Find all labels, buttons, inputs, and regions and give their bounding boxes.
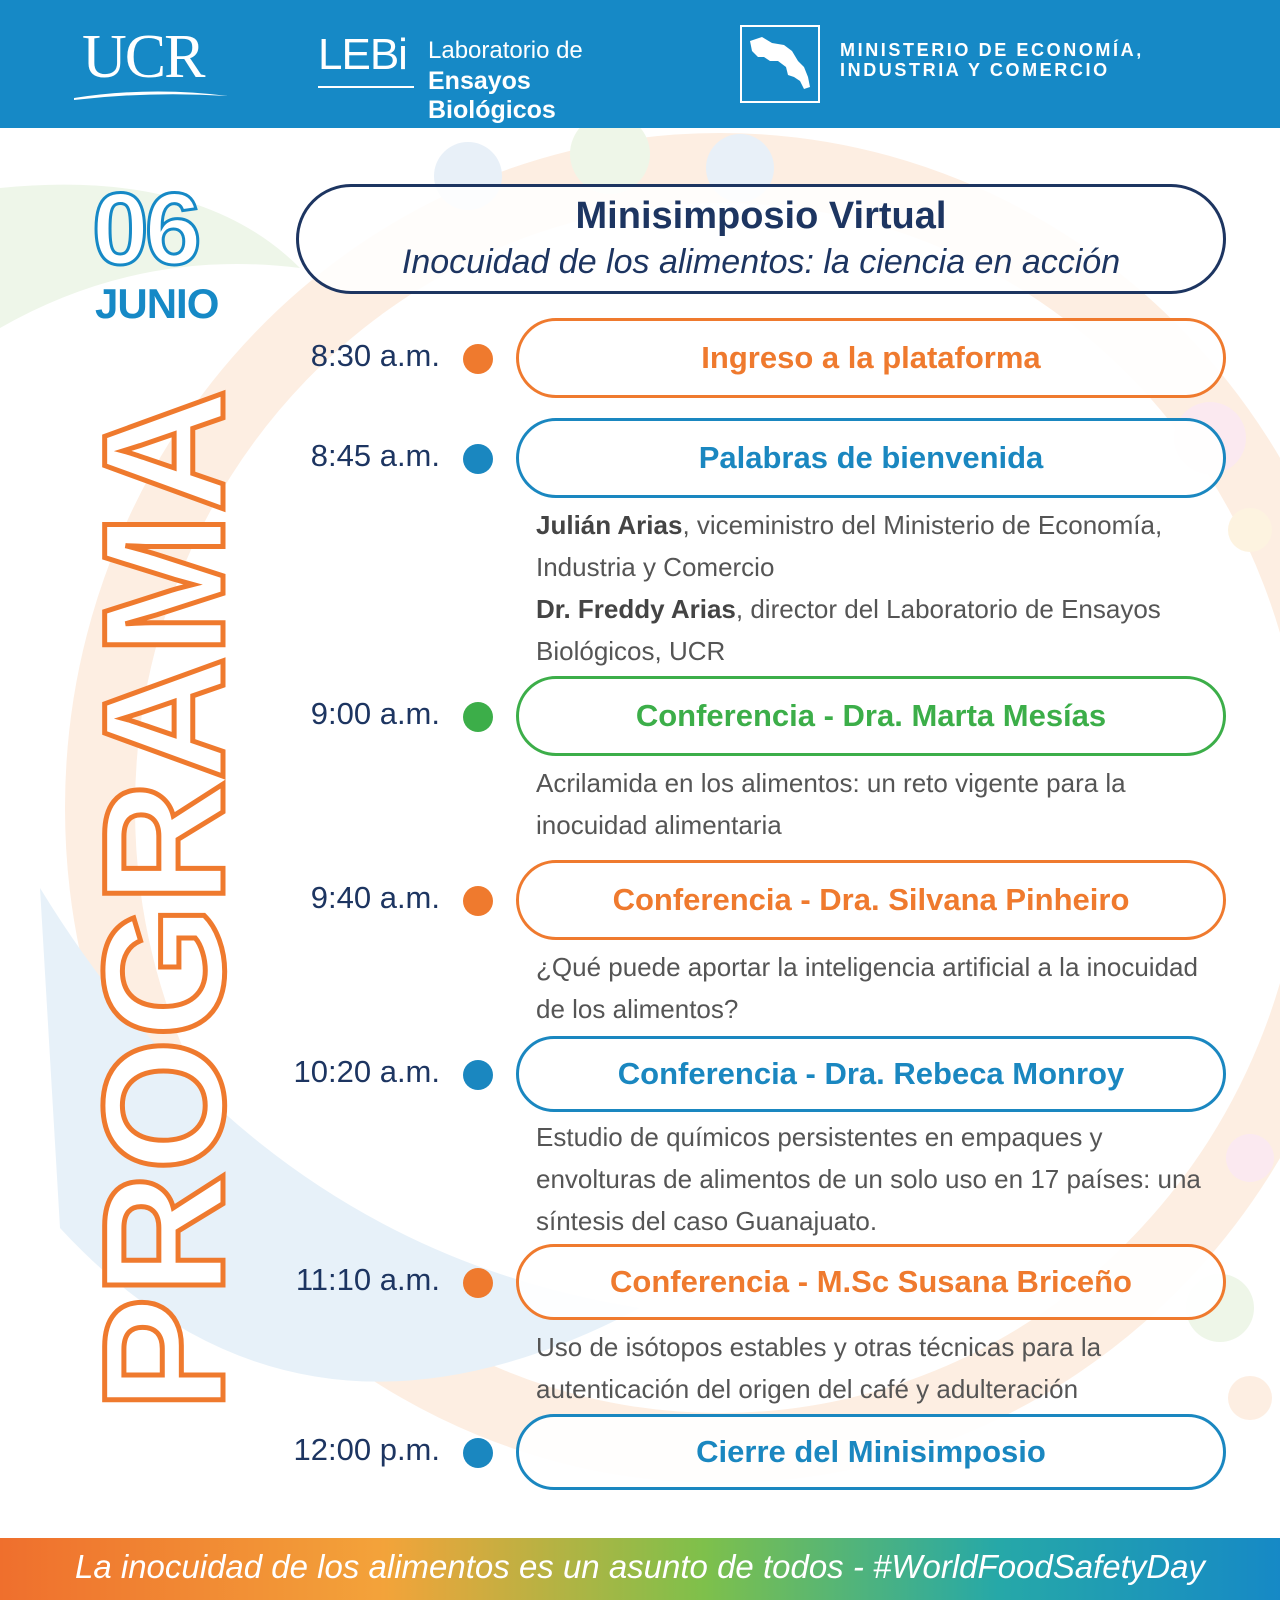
schedule-time: 10:20 a.m. — [293, 1054, 440, 1089]
event-month: JUNIO — [95, 280, 219, 327]
timeline-dot — [463, 344, 493, 374]
lebi-logo-line1: Laboratorio de — [428, 37, 583, 64]
schedule-time: 9:40 a.m. — [310, 880, 440, 915]
schedule-time: 12:00 p.m. — [293, 1432, 440, 1467]
costa-rica-map-icon — [740, 25, 820, 103]
event-subtitle: Inocuidad de los alimentos: la ciencia en acción — [401, 243, 1121, 281]
timeline-dot — [463, 1438, 493, 1468]
event-title-box — [296, 184, 1226, 294]
ucr-logo — [74, 22, 228, 100]
meic-line1: MINISTERIO DE ECONOMÍA, — [840, 40, 1144, 60]
timeline-dot — [463, 702, 493, 732]
schedule-time: 8:30 a.m. — [310, 338, 440, 373]
lebi-logo-underline — [318, 86, 414, 88]
schedule-item-title: Conferencia - M.Sc Susana Briceño — [516, 1244, 1226, 1320]
ucr-logo-text: UCR — [82, 23, 204, 91]
timeline-dot — [463, 1060, 493, 1090]
speaker-role: , viceministro del Ministerio de Economía, Industria y Comercio — [536, 510, 1163, 582]
schedule-time: 9:00 a.m. — [310, 696, 440, 731]
schedule-item-title: Ingreso a la plataforma — [516, 318, 1226, 398]
speaker-name: Dr. Freddy Arias — [536, 594, 736, 624]
schedule-item-description: Estudio de químicos persistentes en empaques y envolturas de alimentos de un solo uso en 17 países: una síntesis del caso Guanajuato. — [536, 1122, 1201, 1236]
timeline-dot — [463, 1268, 493, 1298]
event-title: Minisimposio Virtual — [575, 195, 947, 237]
timeline-dot — [463, 444, 493, 474]
timeline-dot — [463, 886, 493, 916]
footer-slogan: La inocuidad de los alimentos es un asunto de todos - #WorldFoodSafetyDay — [74, 1548, 1205, 1585]
lebi-logo — [318, 30, 658, 124]
event-day: 06 — [92, 172, 198, 286]
schedule-time: 8:45 a.m. — [310, 438, 440, 473]
schedule-item-title: Palabras de bienvenida — [516, 418, 1226, 498]
speaker-role: , director del Laboratorio de Ensayos Biológicos, UCR — [536, 594, 1161, 666]
speaker-entry — [536, 588, 1216, 672]
lebi-logo-mark: LEBi — [318, 30, 407, 79]
schedule-item-title: Conferencia - Dra. Marta Mesías — [516, 676, 1226, 756]
schedule-item-title: Conferencia - Dra. Silvana Pinheiro — [516, 860, 1226, 940]
ucr-swoosh-icon — [74, 86, 228, 102]
schedule-item-description: ¿Qué puede aportar la inteligencia artificial a la inocuidad de los alimentos? — [536, 952, 1198, 1024]
schedule-item-description: Uso de isótopos estables y otras técnicas para la autenticación del origen del café y adulteración — [536, 1332, 1102, 1404]
schedule-item-title: Conferencia - Dra. Rebeca Monroy — [516, 1036, 1226, 1112]
speaker-name: Julián Arias — [536, 510, 683, 540]
bg-dot — [1228, 1376, 1272, 1420]
lebi-logo-line2: Ensayos Biológicos — [428, 67, 556, 124]
schedule-item-title: Cierre del Minisimposio — [516, 1414, 1226, 1490]
schedule-item-description: Acrilamida en los alimentos: un reto vigente para la inocuidad alimentaria — [536, 768, 1126, 840]
speakers-list — [536, 504, 1216, 672]
bg-dot — [1226, 1134, 1274, 1182]
meic-line2: INDUSTRIA Y COMERCIO — [840, 60, 1110, 80]
header-bar — [0, 0, 1280, 128]
footer-bar — [0, 1538, 1280, 1600]
programa-vertical-title: PROGRAMA — [68, 388, 260, 1412]
speaker-entry — [536, 504, 1216, 588]
schedule-time: 11:10 a.m. — [295, 1262, 440, 1297]
bg-dot — [1228, 508, 1272, 552]
